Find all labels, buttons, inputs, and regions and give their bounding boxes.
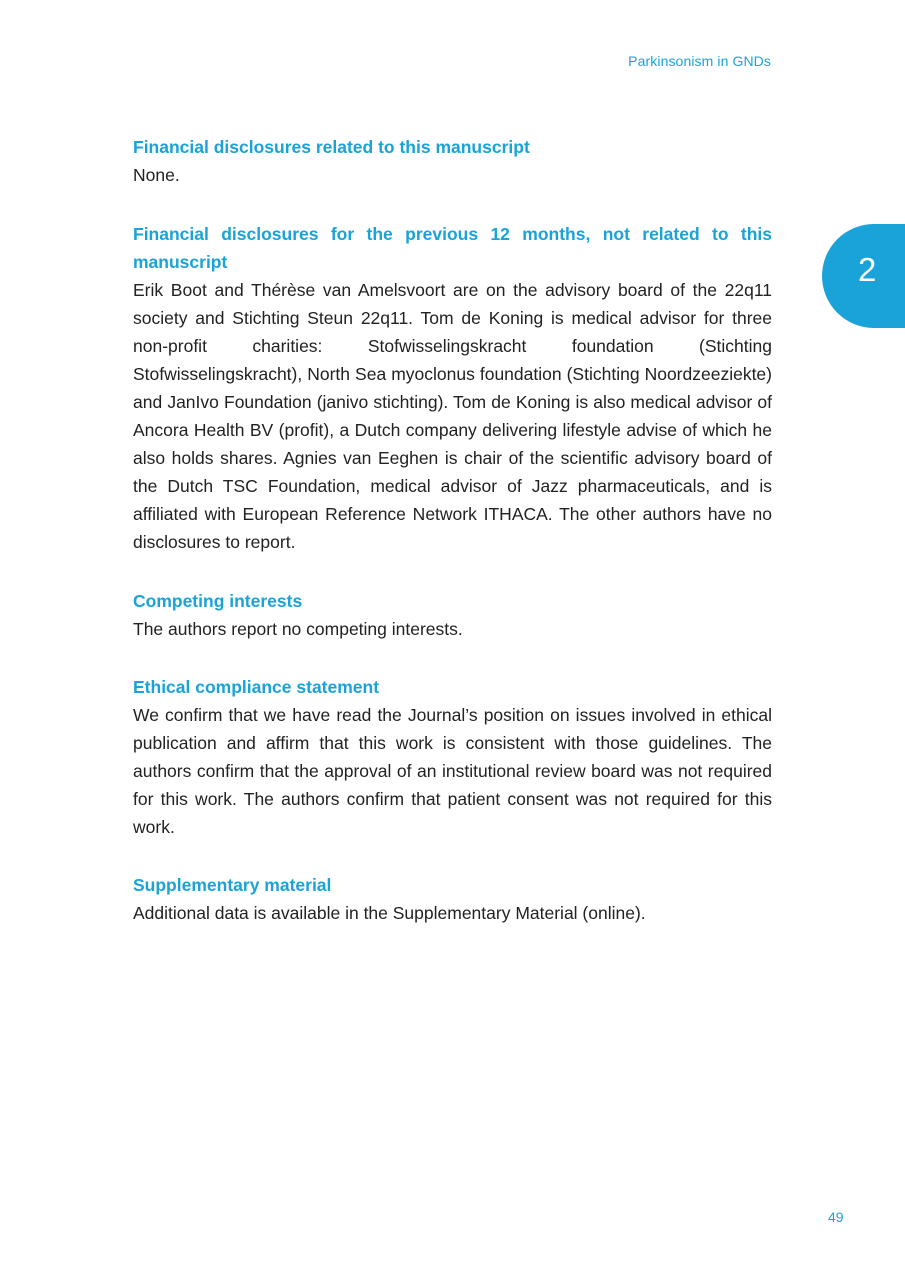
running-header: Parkinsonism in GNDs [628,53,771,69]
section-heading: Financial disclosures for the previous 12 months, not related to this manuscript [133,224,772,272]
section-heading: Supplementary material [133,875,332,895]
section-financial-disclosures-manuscript [133,133,772,189]
section-supplementary-material [133,871,772,927]
chapter-number: 2 [858,251,877,288]
section-heading: Competing interests [133,591,303,611]
page-content [133,133,772,927]
section-body: The authors report no competing interests. [133,619,463,639]
section-financial-disclosures-previous [133,220,772,556]
page-number: 49 [828,1209,844,1225]
section-ethical-compliance [133,673,772,841]
section-heading: Financial disclosures related to this manuscript [133,137,530,157]
section-competing-interests [133,587,772,643]
chapter-tab [822,224,905,328]
section-heading: Ethical compliance statement [133,677,380,697]
section-body: None. [133,165,180,185]
section-body: We confirm that we have read the Journal’s position on issues involved in ethical publication and affirm that this work is consistent with those guidelines. The authors confirm that the approval of an institutional review board was not required for this work. The authors confirm that patient consent was not required for this work. [133,705,772,837]
section-body: Additional data is available in the Supplementary Material (online). [133,903,646,923]
section-body: Erik Boot and Thérèse van Amelsvoort are on the advisory board of the 22q11 society and Stichting Steun 22q11. Tom de Koning is medical advisor for three non-profit charities: Stofwisselingskracht foundation (Stichting Stofwisselingskracht), North Sea myoclonus foundation (Stichting Noordzeeziekte) and JanIvo Foundation (janivo stichting). Tom de Koning is also medical advisor of Ancora Health BV (profit), a Dutch company delivering lifestyle advise of which he also holds shares. Agnies van Eeghen is chair of the scientific advisory board of the Dutch TSC Foundation, medical advisor of Jazz pharmaceuticals, and is affiliated with European Reference Network ITHACA. The other authors have no disclosures to report. [133,280,772,552]
